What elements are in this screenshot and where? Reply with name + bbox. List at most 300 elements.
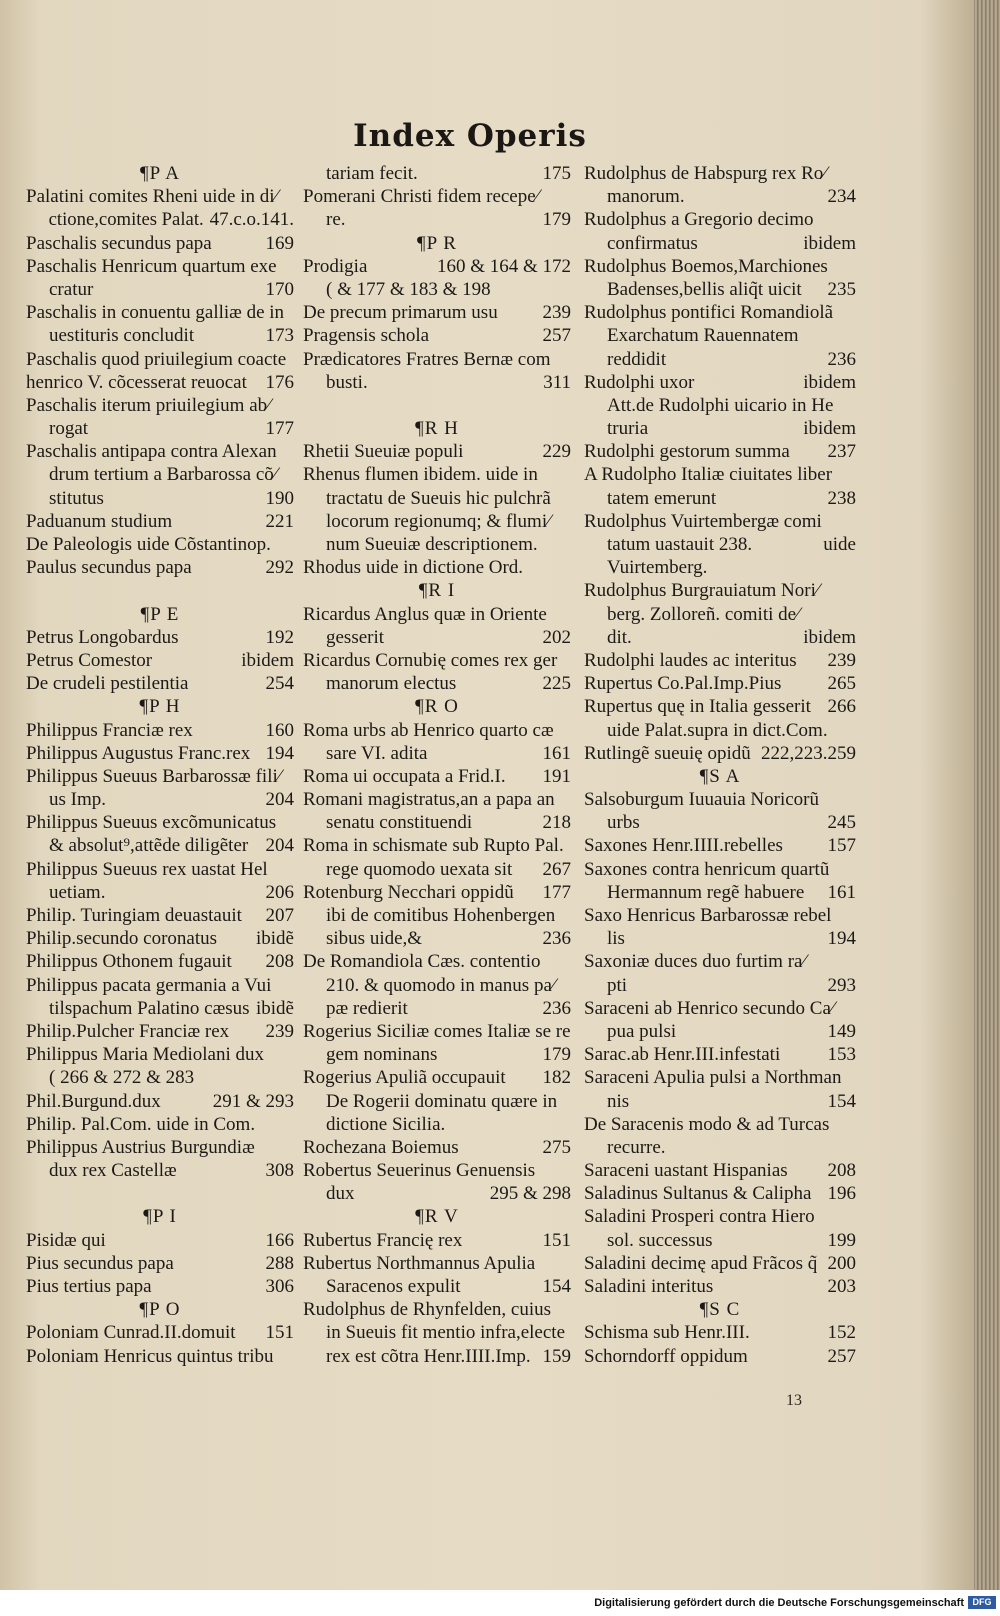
page-reference: 160 xyxy=(265,719,294,741)
index-entry xyxy=(26,904,294,927)
page-reference: 229 xyxy=(542,441,571,463)
index-entry xyxy=(584,603,856,626)
page-reference: 221 xyxy=(265,510,294,532)
entry-text: Paschalis Henricum quartum exe xyxy=(26,255,277,277)
index-entry xyxy=(584,1205,856,1228)
index-entry xyxy=(303,556,571,579)
entry-text: uide Palat.supra in dict.Com. xyxy=(607,719,828,741)
index-entry xyxy=(303,719,571,742)
entry-text: Roma urbs ab Henrico quarto cæ xyxy=(303,719,554,741)
entry-text: Rudolphus de Rhynfelden, cuius xyxy=(303,1299,552,1321)
index-entry xyxy=(584,1020,856,1043)
entry-text: De Rogerii dominatu quære in xyxy=(326,1090,558,1112)
digitization-footer xyxy=(0,1590,1000,1616)
page-reference: 196 xyxy=(827,1183,856,1205)
entry-text: Pisidæ qui xyxy=(26,1229,106,1251)
index-entry xyxy=(303,1020,571,1043)
index-entry xyxy=(26,649,294,672)
entry-text: Salsoburgum Iuuauia Noricorũ xyxy=(584,789,819,811)
page-reference: 311 xyxy=(543,371,571,393)
entry-text: tilspachum Palatino cæsus xyxy=(49,997,250,1019)
page-reference: 206 xyxy=(265,881,294,903)
index-entry xyxy=(584,417,856,440)
page-reference: 199 xyxy=(827,1229,856,1251)
index-entry xyxy=(584,1113,856,1136)
index-entry xyxy=(584,649,856,672)
index-entry xyxy=(26,556,294,579)
page-reference: 245 xyxy=(827,812,856,834)
index-entry xyxy=(584,834,856,857)
page-reference: uide xyxy=(823,534,856,555)
index-entry xyxy=(303,649,571,672)
entry-text: Pius secundus papa xyxy=(26,1252,174,1274)
entry-text: ibi de comitibus Hohenbergen xyxy=(326,905,556,926)
entry-text: Saladini Prosperi contra Hiero xyxy=(584,1206,815,1228)
index-entry xyxy=(584,278,856,301)
index-entry xyxy=(26,1020,294,1043)
page-reference: 234 xyxy=(827,186,856,208)
entry-text: De crudeli pestilentia xyxy=(26,673,189,695)
index-entry xyxy=(584,904,856,927)
index-entry xyxy=(26,533,294,556)
entry-text: stitutus xyxy=(49,487,104,509)
page-reference: 152 xyxy=(827,1322,856,1344)
index-entry xyxy=(303,301,571,324)
index-entry xyxy=(584,1345,856,1368)
page-reference: 239 xyxy=(265,1020,294,1042)
page-reference: 166 xyxy=(265,1229,294,1251)
page-reference: 207 xyxy=(265,905,294,926)
index-entry xyxy=(303,208,571,231)
page-reference: 179 xyxy=(542,1044,571,1066)
entry-text: Rubertus Northmannus Apulia xyxy=(303,1252,536,1274)
entry-text: Philippus Maria Mediolani dux xyxy=(26,1044,265,1066)
page-reference: 191 xyxy=(542,765,571,787)
entry-text: De precum primarum usu xyxy=(303,302,498,324)
entry-text: Hermannum regẽ habuere xyxy=(607,881,805,903)
entry-text: Rutlingẽ sueuię opidũ xyxy=(584,742,751,764)
index-entry xyxy=(303,672,571,695)
entry-text: tractatu de Sueuis hic pulchrã xyxy=(326,487,551,509)
page-reference: 179 xyxy=(542,209,571,231)
entry-text: uestituris concludit xyxy=(49,325,195,347)
index-entry xyxy=(26,1066,294,1089)
index-entry xyxy=(26,1345,294,1368)
page-reference: 218 xyxy=(542,812,571,834)
entry-text: num Sueuiæ descriptionem. xyxy=(326,534,538,555)
entry-text: Paschalis iterum priuilegium ab⁄ xyxy=(26,394,271,416)
index-entry xyxy=(303,1298,571,1321)
entry-text: Att.de Rudolphi uicario in He xyxy=(607,394,834,416)
page-reference: 308 xyxy=(265,1160,294,1182)
entry-text: Rudolphus pontifici Romandiolã xyxy=(584,302,834,324)
index-entry xyxy=(584,394,856,417)
entry-text: Saxones contra henricum quartũ xyxy=(584,858,830,880)
page-reference: 173 xyxy=(265,325,294,347)
index-entry xyxy=(584,1229,856,1252)
index-entry xyxy=(303,162,571,185)
page-reference: 159 xyxy=(542,1345,571,1367)
entry-text: De Saracenis modo & ad Turcas xyxy=(584,1113,830,1135)
index-entry xyxy=(303,463,571,486)
section-heading xyxy=(584,1298,856,1321)
index-entry xyxy=(584,974,856,997)
entry-text: Schorndorff oppidum xyxy=(584,1345,748,1367)
entry-text: ¶R H xyxy=(415,418,459,440)
entry-text: Poloniam Henricus quintus tribu xyxy=(26,1345,274,1367)
index-entry xyxy=(26,487,294,510)
index-entry xyxy=(584,1066,856,1089)
index-entry xyxy=(26,1252,294,1275)
entry-text: Philip.Pulcher Franciæ rex xyxy=(26,1020,230,1042)
index-entry xyxy=(584,1043,856,1066)
entry-text: Philippus pacata germania a Vui xyxy=(26,974,272,996)
page-reference: 257 xyxy=(827,1345,856,1367)
entry-text: Saraceni uastant Hispanias xyxy=(584,1160,788,1182)
index-entry xyxy=(26,811,294,834)
entry-text: Rudolphus Vuirtembergæ comi xyxy=(584,510,822,532)
index-entry xyxy=(26,1229,294,1252)
entry-text: Rubertus Francię rex xyxy=(303,1229,463,1251)
index-entry xyxy=(303,1136,571,1159)
entry-text: & absolut⁹,attẽde diligẽter xyxy=(49,835,249,857)
page-reference: 235 xyxy=(827,278,856,300)
index-entry xyxy=(26,348,294,371)
page-reference: 176 xyxy=(265,371,294,393)
entry-text: Philippus Augustus Franc.rex xyxy=(26,742,251,764)
page-reference: 267 xyxy=(542,858,571,880)
entry-text: A Rudolpho Italiæ ciuitates liber xyxy=(584,464,833,486)
page-reference: 208 xyxy=(265,951,294,973)
entry-text: 210. & quomodo in manus pa⁄ xyxy=(326,974,556,996)
entry-text: dit. xyxy=(607,626,632,648)
page-reference: 291 & 293 xyxy=(212,1090,294,1112)
entry-text: Rupertus Co.Pal.Imp.Pius xyxy=(584,673,782,695)
index-entry xyxy=(303,1090,571,1113)
index-entry xyxy=(26,626,294,649)
page-reference: ibidem xyxy=(803,232,856,254)
index-entry xyxy=(303,324,571,347)
index-entry xyxy=(584,255,856,278)
index-entry xyxy=(303,811,571,834)
entry-text: urbs xyxy=(607,812,640,834)
index-entry xyxy=(26,834,294,857)
entry-text: De Romandiola Cæs. contentio xyxy=(303,951,541,973)
index-entry xyxy=(584,811,856,834)
page-reference: 237 xyxy=(827,441,856,463)
section-heading xyxy=(584,765,856,788)
entry-text: Philippus Othonem fugauit xyxy=(26,951,232,973)
entry-text: Saladinus Sultanus & Calipha xyxy=(584,1183,812,1205)
index-entry xyxy=(584,742,856,765)
entry-text: Exarchatum Rauennatem xyxy=(607,325,799,347)
index-entry xyxy=(584,1252,856,1275)
index-entry xyxy=(303,858,571,881)
index-column-right xyxy=(584,162,856,1368)
index-entry xyxy=(584,695,856,718)
index-entry xyxy=(26,232,294,255)
index-entry xyxy=(584,1090,856,1113)
entry-text: Rudolphus de Habspurg rex Ro⁄ xyxy=(584,163,827,184)
entry-text: in Sueuis fit mentio infra,electe xyxy=(326,1322,566,1344)
entry-text: Saladini decimę apud Frãcos q̃ xyxy=(584,1252,818,1274)
index-entry xyxy=(26,997,294,1020)
page-reference: 222,223.259 xyxy=(761,742,856,764)
entry-text: Rotenburg Necchari oppidũ xyxy=(303,881,514,903)
page-reference: 288 xyxy=(265,1252,294,1274)
page-reference: 295 & 298 xyxy=(489,1183,571,1205)
page-reference: 266 xyxy=(827,696,856,718)
index-entry xyxy=(303,510,571,533)
entry-text: locorum regionumq; & flumi⁄ xyxy=(326,510,551,532)
entry-text: Robertus Seuerinus Genuensis xyxy=(303,1160,536,1182)
entry-text: Saracenos expulit xyxy=(326,1276,461,1297)
entry-text: Badenses,bellis aliq̃t uicit xyxy=(607,278,802,300)
page-reference: 236 xyxy=(827,348,856,370)
entry-text: busti. xyxy=(326,371,368,393)
entry-text: us Imp. xyxy=(49,789,106,811)
page-reference: 202 xyxy=(542,626,571,648)
page-reference: 275 xyxy=(542,1136,571,1158)
entry-text: ( 266 & 272 & 283 xyxy=(49,1067,195,1089)
index-entry xyxy=(26,927,294,950)
entry-text: nis xyxy=(607,1090,630,1112)
page-reference: 151 xyxy=(542,1229,571,1251)
entry-text: ctione,comites Palat. xyxy=(48,209,204,231)
page-reference: 236 xyxy=(542,997,571,1019)
index-entry xyxy=(26,185,294,208)
page-reference: 47.c.o.141. xyxy=(209,209,294,231)
index-entry xyxy=(584,997,856,1020)
index-entry xyxy=(584,348,856,371)
entry-text: Saxones Henr.IIII.rebelles xyxy=(584,835,783,857)
entry-text: Philippus Austrius Burgundiæ xyxy=(26,1136,255,1158)
page-reference: 157 xyxy=(827,835,856,857)
page-reference: 177 xyxy=(265,418,294,440)
index-entry xyxy=(584,510,856,533)
entry-text: Philippus Sueuus Barbarossæ fili⁄ xyxy=(26,765,281,787)
entry-text: recurre. xyxy=(607,1136,666,1158)
page-reference: 306 xyxy=(265,1276,294,1297)
index-entry xyxy=(26,950,294,973)
index-entry xyxy=(584,371,856,394)
index-entry xyxy=(303,440,571,463)
index-entry xyxy=(303,626,571,649)
entry-text: Paduanum studium xyxy=(26,510,173,532)
entry-text: senatu constituendi xyxy=(326,812,473,834)
page-reference: 175 xyxy=(542,163,571,184)
entry-text: sol. successus xyxy=(607,1229,713,1251)
entry-text: tatem emerunt xyxy=(607,487,717,509)
entry-text: manorum. xyxy=(607,186,685,208)
page-reference: ibidẽ xyxy=(256,928,294,950)
page-reference: 154 xyxy=(827,1090,856,1112)
page-reference: 292 xyxy=(265,557,294,579)
entry-text: Rudolphus Boemos,Marchiones xyxy=(584,255,828,277)
index-entry xyxy=(584,1321,856,1344)
entry-text: tatum uastauit 238. xyxy=(607,534,753,555)
entry-text: Rhetii Sueuiæ populi xyxy=(303,441,464,463)
index-entry xyxy=(584,626,856,649)
index-entry xyxy=(584,556,856,579)
index-entry xyxy=(303,487,571,510)
page-reference: 265 xyxy=(827,673,856,695)
entry-text: Palatini comites Rheni uide in di⁄ xyxy=(26,186,278,208)
index-entry xyxy=(26,208,294,231)
index-entry xyxy=(584,579,856,602)
index-entry xyxy=(584,1159,856,1182)
entry-text: henrico V. cõcesserat reuocat xyxy=(26,371,247,393)
entry-text: Rudolphi uxor xyxy=(584,371,695,393)
page-reference: 208 xyxy=(827,1160,856,1182)
entry-text: ¶P I xyxy=(143,1206,177,1228)
index-entry xyxy=(26,974,294,997)
page-reference: 161 xyxy=(542,742,571,764)
entry-text: ¶R O xyxy=(415,696,459,718)
page-reference: 194 xyxy=(265,742,294,764)
page-reference: ibidem xyxy=(803,626,856,648)
entry-text: Saxoniæ duces duo furtim ra⁄ xyxy=(584,951,806,973)
section-heading xyxy=(26,1298,294,1321)
section-heading xyxy=(303,232,571,255)
page-reference: 151 xyxy=(265,1322,294,1344)
entry-text: Philip. Turingiam deuastauit xyxy=(26,905,242,926)
page-reference: 161 xyxy=(827,881,856,903)
index-entry xyxy=(303,603,571,626)
entry-text: Prædicatores Fratres Bernæ com xyxy=(303,348,551,370)
page-reference: ibidẽ xyxy=(256,997,294,1019)
index-entry xyxy=(303,1066,571,1089)
entry-text: ¶P A xyxy=(140,163,180,184)
section-heading xyxy=(26,603,294,626)
entry-text: ¶R V xyxy=(415,1206,459,1228)
entry-text: tariam fecit. xyxy=(326,163,418,184)
entry-text: Prodigia xyxy=(303,255,368,277)
index-entry xyxy=(303,927,571,950)
entry-text: Sarac.ab Henr.III.infestati xyxy=(584,1044,781,1066)
entry-text: ¶P R xyxy=(417,232,457,254)
entry-text: Rogerius Apuliã occupauit xyxy=(303,1067,506,1089)
entry-text: ¶P O xyxy=(139,1299,181,1321)
page-reference: 149 xyxy=(827,1020,856,1042)
index-entry xyxy=(26,881,294,904)
entry-text: Schisma sub Henr.III. xyxy=(584,1322,750,1344)
index-entry xyxy=(584,1275,856,1298)
index-entry xyxy=(584,232,856,255)
index-entry xyxy=(584,927,856,950)
index-entry xyxy=(584,463,856,486)
entry-text: Paschalis quod priuilegium coacte xyxy=(26,348,287,370)
index-entry xyxy=(584,672,856,695)
index-entry xyxy=(303,1159,571,1182)
index-column-middle xyxy=(303,162,571,1368)
index-entry xyxy=(584,1136,856,1159)
index-entry xyxy=(303,997,571,1020)
index-entry xyxy=(303,788,571,811)
entry-text: Petrus Comestor xyxy=(26,649,153,671)
section-heading xyxy=(26,695,294,718)
section-heading xyxy=(303,579,571,602)
index-entry xyxy=(303,1229,571,1252)
index-entry xyxy=(584,950,856,973)
dfg-logo: DFG xyxy=(968,1596,996,1609)
page-reference: 170 xyxy=(265,278,294,300)
entry-text: sare VI. adita xyxy=(326,742,428,764)
index-entry xyxy=(584,162,856,185)
page-reference: 153 xyxy=(827,1044,856,1066)
entry-text: Roma ui occupata a Frid.I. xyxy=(303,765,506,787)
index-entry xyxy=(584,881,856,904)
page-reference: 160 & 164 & 172 xyxy=(436,255,571,277)
index-entry xyxy=(26,463,294,486)
entry-text: Paschalis in conuentu galliæ de in xyxy=(26,302,285,324)
footer-credit: Digitalisierung gefördert durch die Deutsche Forschungsgemeinschaft xyxy=(594,1597,964,1609)
index-entry xyxy=(584,533,856,556)
index-entry xyxy=(303,950,571,973)
entry-text: Rudolphi laudes ac interitus xyxy=(584,649,797,671)
entry-text: confirmatus xyxy=(607,232,698,254)
entry-text: Saxo Henricus Barbarossæ rebel xyxy=(584,905,832,926)
index-entry xyxy=(26,301,294,324)
index-entry xyxy=(26,1159,294,1182)
index-entry xyxy=(26,440,294,463)
index-entry xyxy=(584,858,856,881)
entry-text: Rogerius Siciliæ comes Italiæ se re xyxy=(303,1020,571,1042)
page-reference: 190 xyxy=(265,487,294,509)
index-entry xyxy=(584,788,856,811)
page-reference: 154 xyxy=(542,1276,571,1297)
entry-text: Saraceni ab Henrico secundo Ca⁄ xyxy=(584,997,835,1019)
page-reference: 194 xyxy=(827,928,856,950)
entry-text: sibus uide,& xyxy=(326,928,423,950)
page-reference: 293 xyxy=(827,974,856,996)
index-entry xyxy=(26,1113,294,1136)
index-entry xyxy=(303,371,571,394)
page-reference: ibidem xyxy=(241,649,294,671)
page-reference: 254 xyxy=(265,673,294,695)
page-reference: 239 xyxy=(542,302,571,324)
index-entry xyxy=(303,185,571,208)
entry-text: re. xyxy=(326,209,346,231)
section-heading xyxy=(26,162,294,185)
entry-text: Philip.secundo coronatus xyxy=(26,928,218,950)
entry-text: cratur xyxy=(49,278,94,300)
entry-text: berg. Zolloreñ. comiti de⁄ xyxy=(607,603,800,625)
entry-text: pti xyxy=(607,974,628,996)
index-entry xyxy=(26,672,294,695)
index-entry xyxy=(584,1182,856,1205)
index-entry xyxy=(26,719,294,742)
entry-text: Paschalis antipapa contra Alexan xyxy=(26,441,277,463)
entry-text: dux xyxy=(326,1183,355,1205)
index-entry xyxy=(26,394,294,417)
entry-text: Poloniam Cunrad.II.domuit xyxy=(26,1322,236,1344)
entry-text: Paschalis secundus papa xyxy=(26,232,212,254)
entry-text: ¶S C xyxy=(699,1299,741,1321)
page-reference: 239 xyxy=(827,649,856,671)
index-entry xyxy=(303,278,571,301)
entry-text: Rhodus uide in dictione Ord. xyxy=(303,557,524,579)
index-entry xyxy=(26,255,294,278)
index-entry xyxy=(303,904,571,927)
entry-text: dux rex Castellæ xyxy=(49,1160,177,1182)
entry-text: drum tertium a Barbarossa cõ⁄ xyxy=(49,464,277,486)
index-entry xyxy=(303,1113,571,1136)
entry-text: Ricardus Cornubię comes rex ger xyxy=(303,649,558,671)
index-entry xyxy=(303,255,571,278)
index-entry xyxy=(303,765,571,788)
index-entry xyxy=(26,788,294,811)
